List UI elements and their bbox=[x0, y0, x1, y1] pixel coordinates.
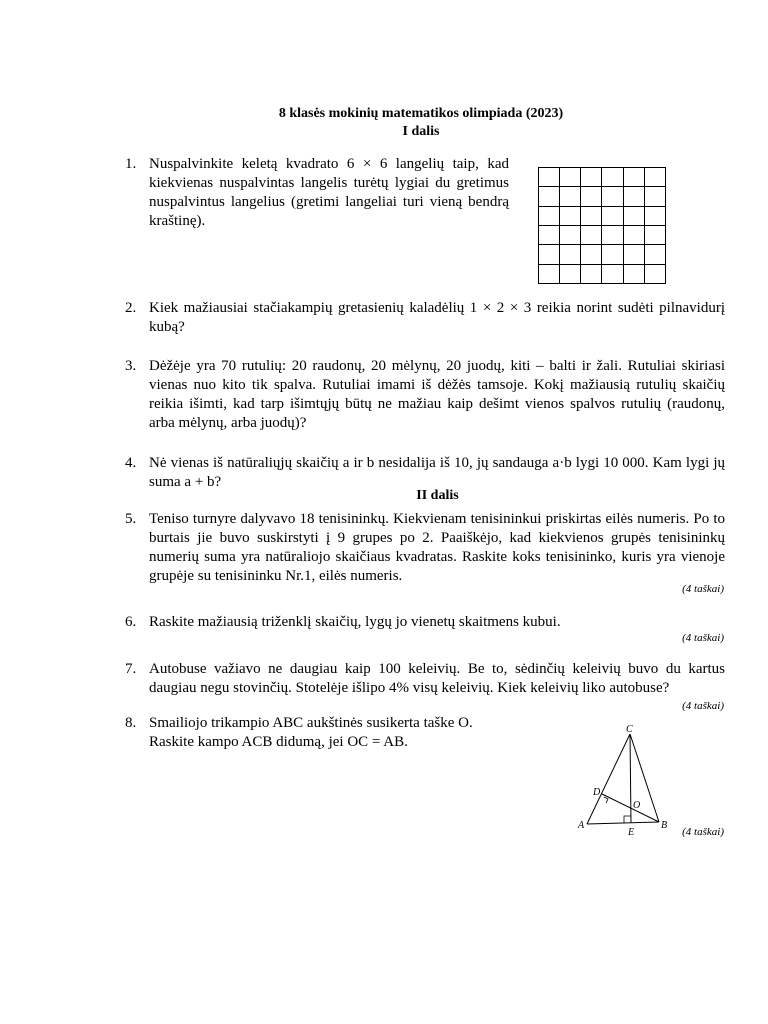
part-one-title: I dalis bbox=[402, 124, 440, 139]
label-d: D bbox=[593, 787, 601, 798]
problem-number: 4. bbox=[125, 455, 137, 471]
part-two-title: II dalis bbox=[416, 488, 459, 503]
grid-6x6 bbox=[538, 167, 666, 284]
label-e: E bbox=[628, 827, 635, 838]
problem-text: Teniso turnyre dalyvavo 18 tenisininkų. Kiekvienam tenisininkui priskirtas eilės numeris. Po to burtais jie buvo suskirstyti į 9 grupes po 2. Paaiškėjo, kad kiekvienos grupės tenisininkų numerių suma yra natūraliojo skaičiaus kvadratas. Raskite koks tenisininko, kuris yra vienoje grupėje su tenisininku Nr.1, eilės numeris. bbox=[149, 511, 725, 584]
altitude-ce bbox=[630, 734, 631, 823]
olympiad-title: 8 klasės mokinių matematikos olimpiada (2023) bbox=[278, 106, 564, 121]
label-b: B bbox=[661, 820, 668, 831]
triangle-abc-figure bbox=[570, 722, 680, 842]
problem-number: 1. bbox=[125, 156, 137, 172]
problem-text: Nuspalvinkite keletą kvadrato 6 × 6 langelių taip, kad kiekvienas nuspalvintas langelis turėtų lygiai du gretimus nuspalvintus langelius (gretimi langeliai turi vieną bendrą kraštinę). bbox=[149, 156, 509, 229]
problem-text-line-1: Smailiojo trikampio ABC aukštinės susikerta taške O. bbox=[149, 715, 473, 731]
points-label: (4 taškai) bbox=[682, 632, 724, 644]
problem-text: Dėžėje yra 70 rutulių: 20 raudonų, 20 mėlynų, 20 juodų, kiti – balti ir žali. Rutuliai skiriasi vienas nuo kito tik spalva. Rutuliai imami iš dėžės tamsoje. Kokį mažiausią rutulių skaičių reikia išimti, kad tarp išimtųjų būtų ne mažiau kaip dešimt vienos spalvos rutulių (raudonų, arba mėlynų, arba juodų)? bbox=[149, 358, 725, 431]
label-c: C bbox=[626, 724, 633, 735]
problem-text: Raskite mažiausią triženklį skaičių, lygų jo vienetų skaitmens kubui. bbox=[149, 614, 561, 630]
problem-text: Kiek mažiausiai stačiakampių gretasienių kaladėlių 1 × 2 × 3 reikia norint sudėti pilnavidurį kubą? bbox=[149, 300, 725, 335]
problem-text: Nė vienas iš natūraliųjų skaičių a ir b nesidalija iš 10, jų sandauga a·b lygi 10 000. Kam lygi jų suma a + b? bbox=[149, 455, 725, 490]
right-angle-mark-d bbox=[604, 797, 608, 803]
problem-text bbox=[149, 714, 509, 752]
points-label: (4 taškai) bbox=[682, 700, 724, 712]
side-ac bbox=[587, 734, 630, 824]
label-o: O bbox=[633, 800, 641, 811]
side-ab bbox=[587, 822, 659, 824]
problem-text-line-2: Raskite kampo ACB didumą, jei OC = AB. bbox=[149, 734, 408, 750]
points-label: (4 taškai) bbox=[682, 826, 724, 838]
problem-number: 7. bbox=[125, 661, 137, 677]
document-title bbox=[0, 105, 768, 141]
problem-number: 3. bbox=[125, 358, 137, 374]
label-a: A bbox=[578, 820, 585, 831]
right-angle-mark-e bbox=[624, 816, 631, 823]
problem-number: 5. bbox=[125, 511, 137, 527]
problem-number: 8. bbox=[125, 715, 137, 731]
problem-number: 2. bbox=[125, 300, 137, 316]
problem-number: 6. bbox=[125, 614, 137, 630]
points-label: (4 taškai) bbox=[682, 583, 724, 595]
problem-text: Autobuse važiavo ne daugiau kaip 100 keleivių. Be to, sėdinčių keleivių buvo du kartus daugiau negu stovinčių. Stotelėje išlipo 4% visų keleivių. Kiek keleivių liko autobuse? bbox=[149, 661, 725, 696]
